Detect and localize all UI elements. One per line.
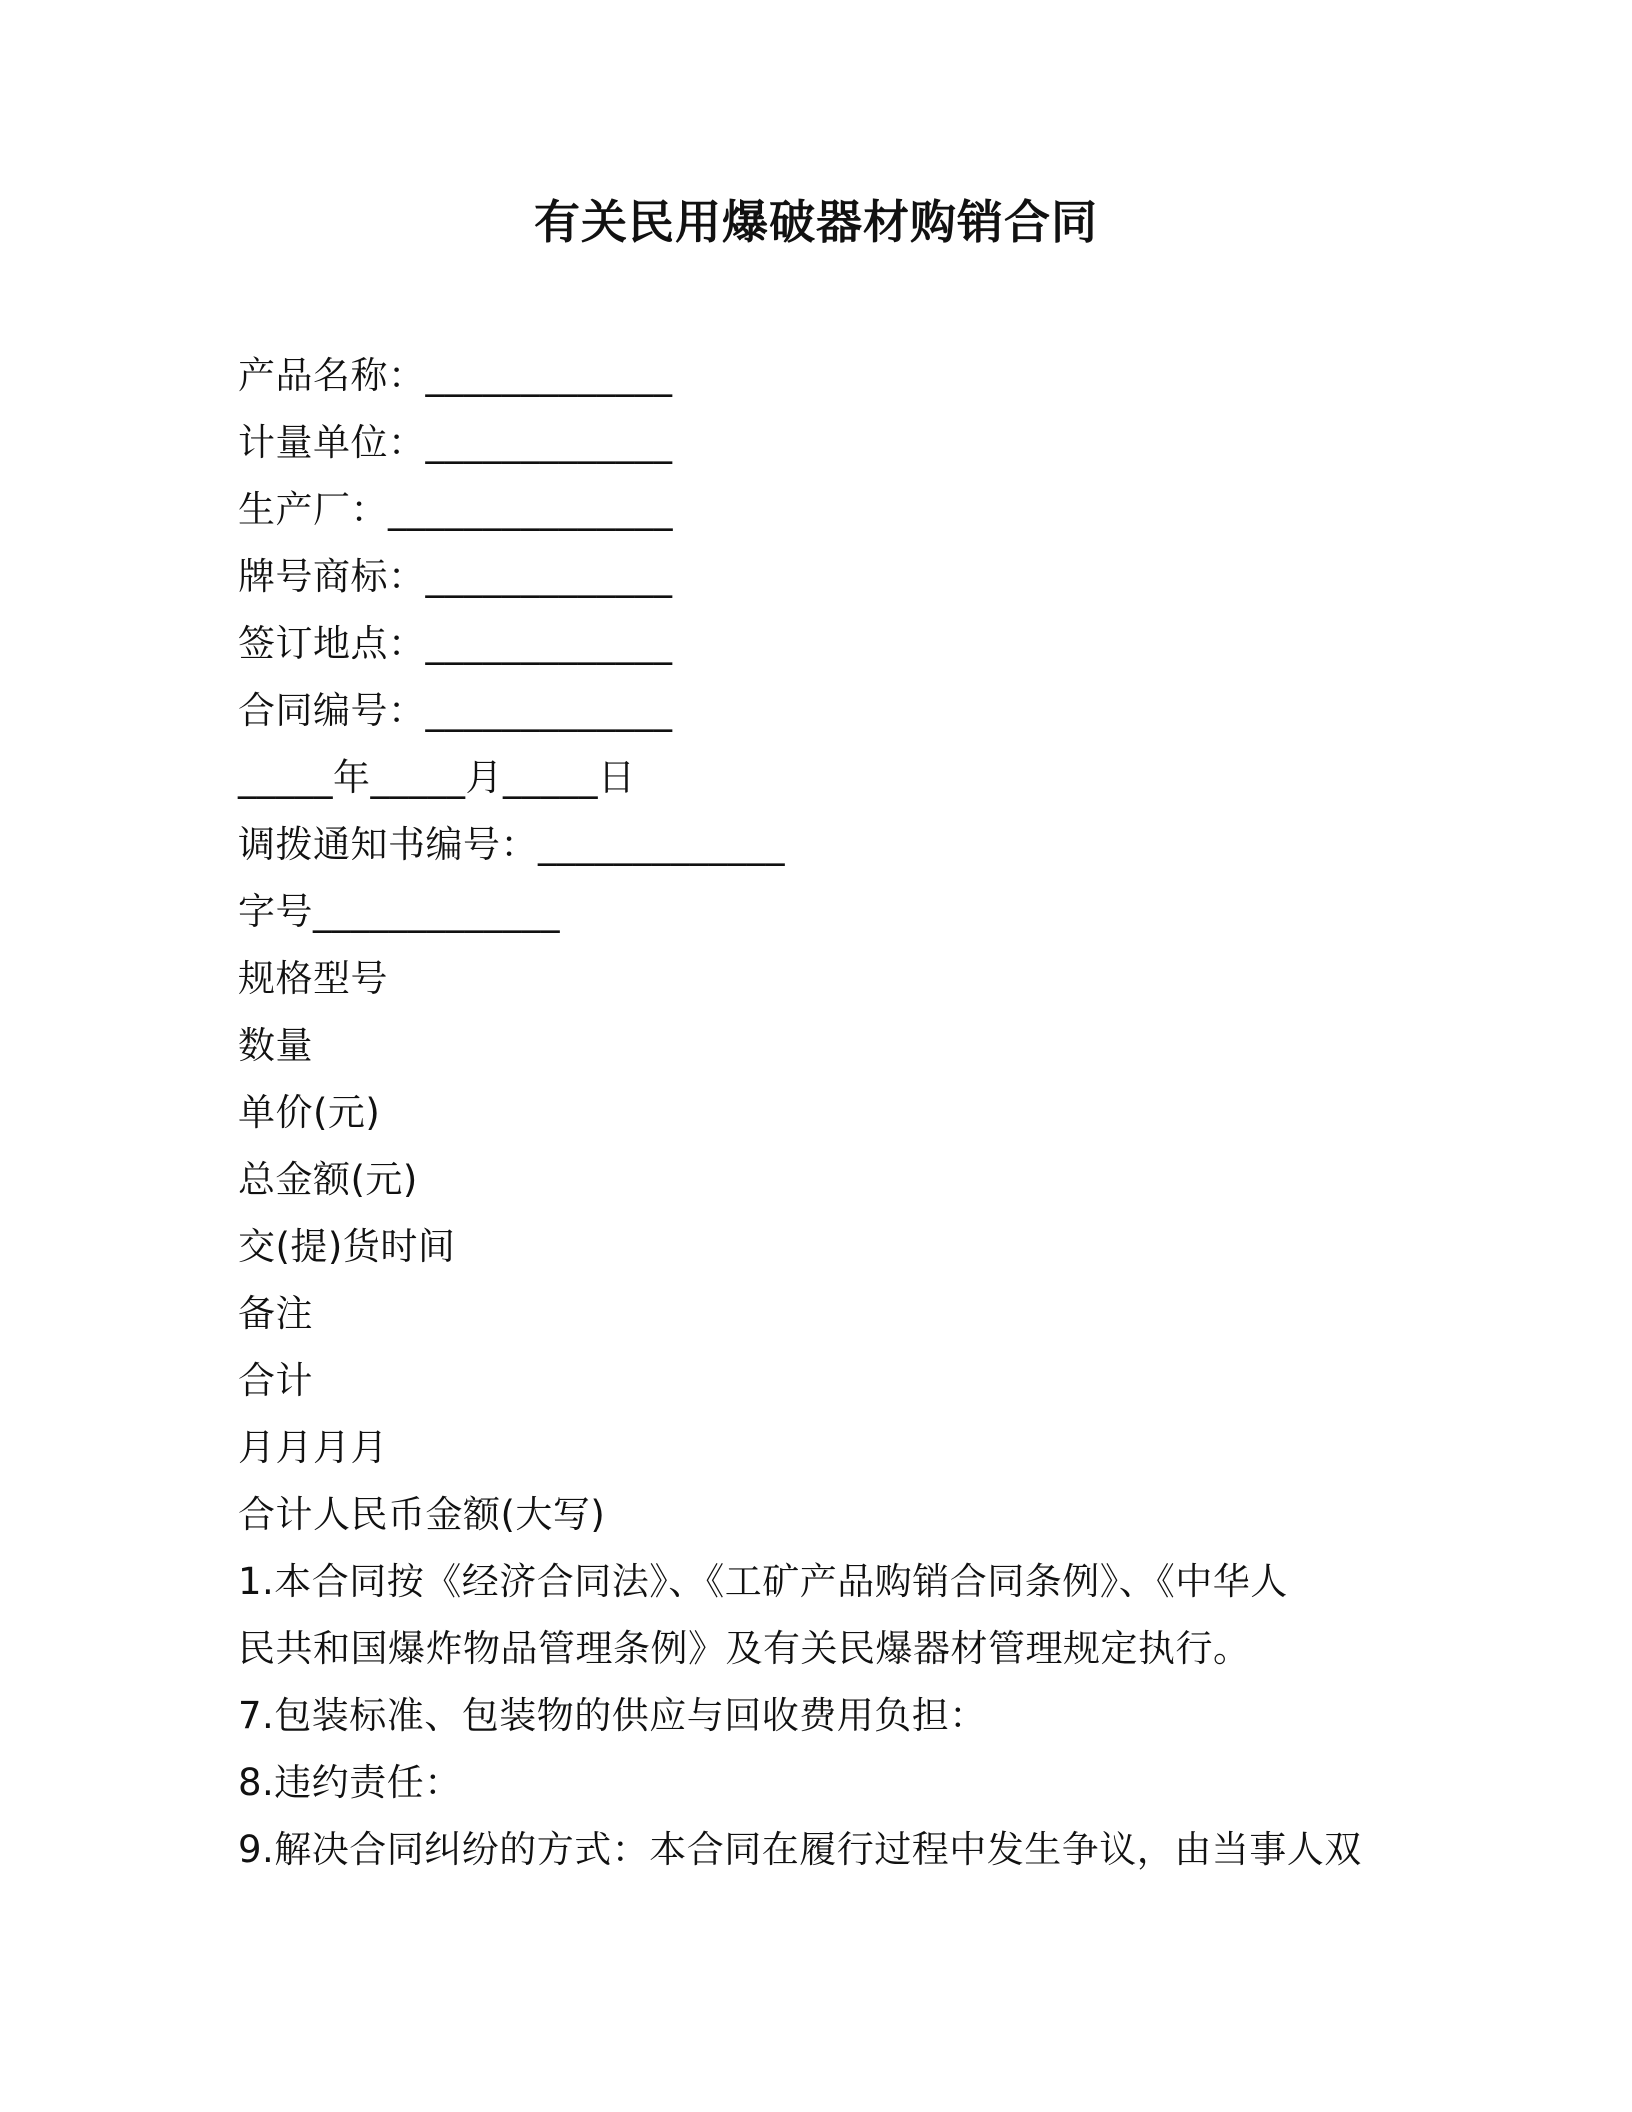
clause-1-line-2: 民共和国爆炸物品管理条例》及有关民爆器材管理规定执行。 xyxy=(238,1627,1251,1670)
field-product-name: 产品名称：_____________ xyxy=(238,354,673,397)
field-unit: 计量单位：_____________ xyxy=(238,421,673,464)
clause-7: 7.包装标准、包装物的供应与回收费用负担： xyxy=(238,1694,987,1737)
field-date: _____年_____月_____日 xyxy=(238,756,636,799)
label-total: 合计 xyxy=(238,1359,313,1402)
label-unit-price: 单价(元) xyxy=(238,1091,381,1134)
field-serial-number: 字号_____________ xyxy=(238,890,560,933)
field-contract-number: 合同编号：_____________ xyxy=(238,689,673,732)
field-signing-place: 签订地点：_____________ xyxy=(238,622,673,665)
clause-1-line-1: 1.本合同按《经济合同法》、《工矿产品购销合同条例》、《中华人 xyxy=(238,1560,1288,1603)
label-total-amount: 总金额(元) xyxy=(238,1158,418,1201)
field-allocation-notice-number: 调拨通知书编号：_____________ xyxy=(238,823,785,866)
field-brand-trademark: 牌号商标：_____________ xyxy=(238,555,673,598)
document-title: 有关民用爆破器材购销合同 xyxy=(534,195,1098,249)
label-months: 月月月月 xyxy=(238,1426,388,1469)
document-body xyxy=(238,342,1362,1883)
label-spec-model: 规格型号 xyxy=(238,957,388,1000)
label-remarks: 备注 xyxy=(238,1292,313,1335)
clause-9: 9.解决合同纠纷的方式：本合同在履行过程中发生争议，由当事人双 xyxy=(238,1828,1362,1871)
field-manufacturer: 生产厂：_______________ xyxy=(238,488,673,531)
label-quantity: 数量 xyxy=(238,1024,313,1067)
label-delivery-time: 交(提)货时间 xyxy=(238,1225,456,1268)
clause-8: 8.违约责任： xyxy=(238,1761,462,1804)
label-total-rmb-uppercase: 合计人民币金额(大写) xyxy=(238,1493,606,1536)
